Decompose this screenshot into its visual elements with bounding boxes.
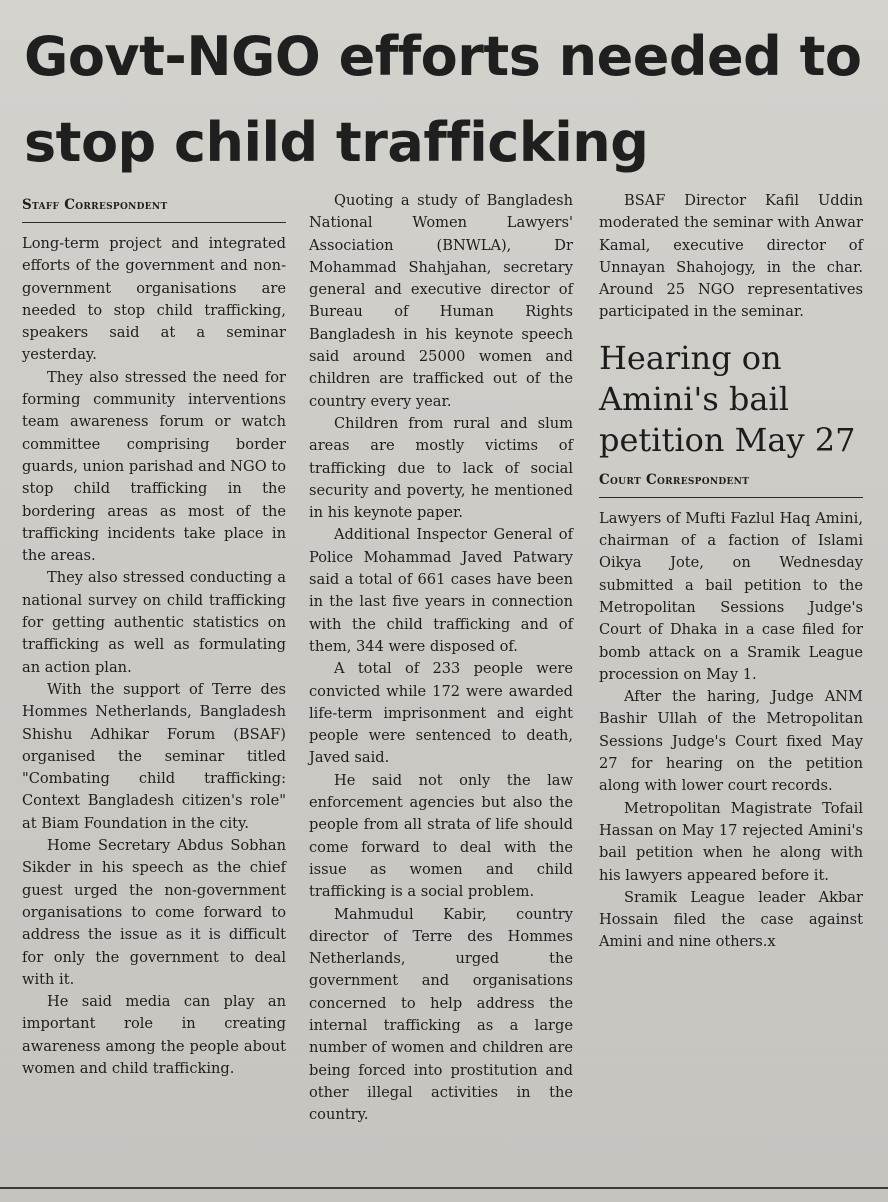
article-paragraph: Children from rural and slum areas are mostly victims of trafficking due to lack of social security and poverty, he mentioned in his keynote paper. — [309, 414, 573, 522]
main-byline: Staff Correspondent — [22, 190, 286, 223]
column-1 — [22, 190, 286, 1080]
article-paragraph: Additional Inspector General of Police Mohammad Javed Patwary said a total of 661 cases have been in the last five years in connection with the child trafficking and of them, 344 were disposed of. — [309, 526, 573, 655]
second-headline: Hearing on Amini's bail petition May 27 — [599, 338, 856, 459]
article-paragraph: Mahmudul Kabir, country director of Terre des Hommes Netherlands, urged the government and organisations concerned to help address the internal trafficking as a large number of women and children are being forced into prostitution and other illegal activities in the country. — [309, 905, 573, 1124]
article-paragraph: With the support of Terre des Hommes Netherlands, Bangladesh Shishu Adhikar Forum (BSAF) organised the seminar titled "Combating child trafficking: Context Bangladesh citizen's role" at Biam Foundation in the city. — [22, 680, 286, 832]
article-paragraph: After the haring, Judge ANM Bashir Ullah of the Metropolitan Sessions Judge's Court fixed May 27 for hearing on the petition along with lower court records. — [599, 688, 863, 795]
article-paragraph: They also stressed conducting a national survey on child trafficking for getting authentic statistics on trafficking as well as formulating an action plan. — [22, 569, 286, 676]
article-paragraph: Sramik League leader Akbar Hossain filed the case against Amini and nine others.x — [599, 888, 863, 951]
second-byline: Court Correspondent — [599, 465, 863, 498]
article-paragraph: Quoting a study of Bangladesh National Women Lawyers' Association (BNWLA), Dr Mohammad Shahjahan, secretary general and executive director of Bureau of Human Rights Bangladesh in his keynote speech said around 25000 women and children are trafficked out of the country every year. — [309, 192, 573, 410]
article-paragraph: They also stressed the need for forming community interventions team awareness forum or watch committee comprising border guards, union parishad and NGO to stop child trafficking in the bordering areas as most of the trafficking incidents take place in the areas. — [22, 368, 286, 565]
column-3 — [599, 190, 863, 954]
article-paragraph: Home Secretary Abdus Sobhan Sikder in his speech as the chief guest urged the non-government organisations to come forward to address the issue as it is difficult for only the government to deal with it. — [22, 837, 286, 988]
bottom-rule — [0, 1187, 888, 1189]
column-2 — [309, 190, 573, 1126]
article-paragraph: He said media can play an important role in creating awareness among the people about women and child trafficking. — [22, 993, 286, 1077]
article-paragraph: A total of 233 people were convicted while 172 were awarded life-term imprisonment and eight people were sentenced to death, Javed said. — [309, 660, 573, 767]
article-paragraph: BSAF Director Kafil Uddin moderated the seminar with Anwar Kamal, executive director of Unnayan Shahojogy, in the char. Around 25 NGO representatives participated in the seminar. — [599, 192, 863, 321]
main-headline: Govt-NGO efforts needed to stop child trafficking — [24, 25, 862, 174]
article-paragraph: He said not only the law enforcement agencies but also the people from all strata of life should come forward to deal with the issue as women and child trafficking is a social problem. — [309, 771, 573, 901]
article-paragraph: Long-term project and integrated efforts of the government and non-government organisations are needed to stop child trafficking, speakers said at a seminar yesterday. — [22, 235, 286, 364]
article-paragraph: Metropolitan Magistrate Tofail Hassan on May 17 rejected Amini's bail petition when he along with his lawyers appeared before it. — [599, 799, 863, 884]
article-paragraph: Lawyers of Mufti Fazlul Haq Amini, chairman of a faction of Islami Oikya Jote, on Wednesday submitted a bail petition to the Metropolitan Sessions Judge's Court of Dhaka in a case filed for bomb attack on a Sramik League procession on May 1. — [599, 509, 863, 683]
